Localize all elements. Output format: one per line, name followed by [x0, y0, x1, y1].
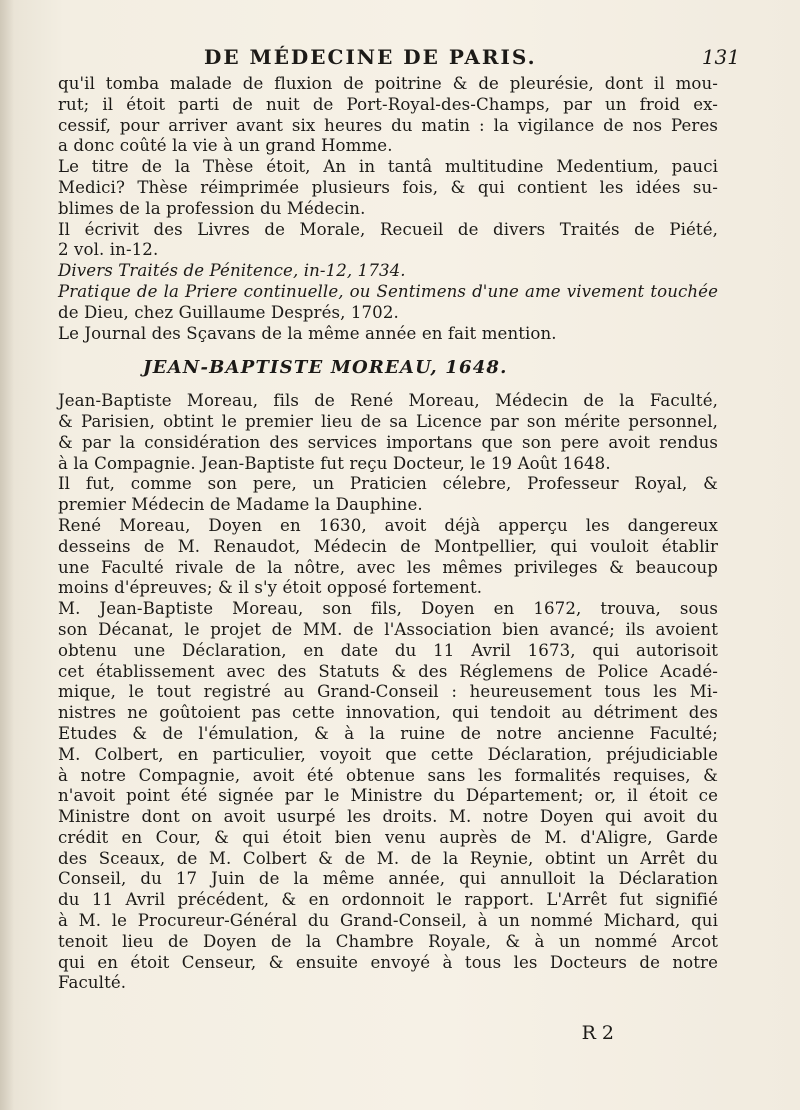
text-line: Le Journal des Sçavans de la même année en fait mention. [58, 323, 557, 343]
text-line: rut; il étoit parti de nuit de Port-Royal-des-Champs, par un froid ex- [58, 94, 718, 114]
paragraph-4 [58, 261, 718, 282]
text-line: Jean-Baptiste Moreau, fils de René Moreau, Médecin de la Faculté, [58, 391, 718, 411]
text-line: du 11 Avril précédent, & en ordonnoit le rapport. L'Arrêt fut signifié [58, 890, 718, 910]
paragraph-1 [58, 74, 718, 157]
paragraph-8 [58, 474, 718, 516]
text-line: moins d'épreuves; & il s'y étoit opposé fortement. [58, 578, 483, 598]
text-line: Il écrivit des Livres de Morale, Recueil de divers Traités de Piété, [58, 219, 718, 239]
section-title: JEAN-BAPTISTE MOREAU, 1648. [143, 357, 508, 379]
text-line: à M. le Procureur-Général du Grand-Conseil, à un nommé Michard, qui [58, 911, 718, 931]
text-line: Divers Traités de Pénitence, in-12, 1734. [58, 261, 406, 281]
binding-shadow [0, 0, 14, 1110]
top-spacer [58, 44, 718, 74]
text-line: M. Jean-Baptiste Moreau, son fils, Doyen en 1672, trouva, sous [58, 599, 718, 619]
text-line: à notre Compagnie, avoit été obtenue sans les formalités requises, & [58, 765, 718, 785]
paragraph-2 [58, 157, 718, 219]
paragraph-5 [58, 282, 718, 324]
text-line: son Décanat, le projet de MM. de l'Association bien avancé; ils avoient [58, 619, 718, 639]
text-line: crédit en Cour, & qui étoit bien venu auprès de M. d'Aligre, Garde [58, 827, 718, 847]
text-line: cessif, pour arriver avant six heures du matin : la vigilance de nos Peres [58, 115, 718, 135]
text-line: Ministre dont on avoit usurpé les droits. M. notre Doyen qui avoit du [58, 807, 718, 827]
paragraph-6 [58, 324, 718, 345]
text-line: M. Colbert, en particulier, voyoit que cette Déclaration, préjudiciable [58, 744, 718, 764]
main-text [58, 44, 718, 994]
text-line: 2 vol. in-12. [58, 240, 159, 260]
text-line: Faculté. [58, 973, 127, 993]
text-line: qu'il tomba malade de fluxion de poitrine & de pleurésie, dont il mou- [58, 74, 718, 93]
paragraph-7 [58, 391, 718, 474]
text-line: qui en étoit Censeur, & ensuite envoyé à tous les Docteurs de notre [58, 952, 718, 972]
text-line: desseins de M. Renaudot, Médecin de Montpellier, qui vouloit établir [58, 536, 718, 556]
text-line: & par la considération des services importans que son pere avoit rendus [58, 432, 718, 452]
paragraph-9 [58, 516, 718, 599]
text-line: nistres ne goûtoient pas cette innovation, qui tendoit au détriment des [58, 703, 718, 723]
text-line: tenoit lieu de Doyen de la Chambre Royale, & à un nommé Arcot [58, 931, 718, 951]
text-line: premier Médecin de Madame la Dauphine. [58, 495, 423, 515]
text-line: René Moreau, Doyen en 1630, avoit déjà apperçu les dangereux [58, 515, 718, 535]
text-line: Etudes & de l'émulation, & à la ruine de notre ancienne Faculté; [58, 723, 718, 743]
text-line: Conseil, du 17 Juin de la même année, qui annulloit la Déclaration [58, 869, 718, 889]
paragraph-10 [58, 599, 718, 994]
text-line: blimes de la profession du Médecin. [58, 198, 366, 218]
text-line: obtenu une Déclaration, en date du 11 Avril 1673, qui autorisoit [58, 640, 718, 660]
text-line: Le titre de la Thèse étoit, An in tantâ multitudine Medentium, pauci [58, 157, 718, 177]
text-line: des Sceaux, de M. Colbert & de M. de la Reynie, obtint un Arrêt du [58, 848, 718, 868]
paragraph-3 [58, 220, 718, 262]
text-line: de Dieu, chez Guillaume Després, 1702. [58, 302, 399, 322]
text-line: à la Compagnie. Jean-Baptiste fut reçu Docteur, le 19 Août 1648. [58, 453, 611, 473]
text-line: Pratique de la Priere continuelle, ou Sentimens d'une ame vivement touchée [58, 281, 718, 301]
running-head: DE MÉDECINE DE PARIS. [204, 45, 537, 69]
page-number: 131 [701, 45, 740, 69]
signature-mark: R 2 [581, 1022, 614, 1044]
text-line: cet établissement avec des Statuts & des Réglemens de Police Acadé- [58, 661, 718, 681]
text-line: n'avoit point été signée par le Ministre du Département; or, il étoit ce [58, 786, 718, 806]
text-line: a donc coûté la vie à un grand Homme. [58, 136, 393, 156]
text-line: Medici? Thèse réimprimée plusieurs fois, & qui contient les idées su- [58, 177, 718, 197]
text-line: & Parisien, obtint le premier lieu de sa Licence par son mérite personnel, [58, 411, 718, 431]
text-line: Il fut, comme son pere, un Praticien célebre, Professeur Royal, & [58, 474, 718, 494]
text-line: une Faculté rivale de la nôtre, avec les mêmes privileges & beaucoup [58, 557, 718, 577]
text-line: mique, le tout registré au Grand-Conseil : heureusement tous les Mi- [58, 682, 718, 702]
